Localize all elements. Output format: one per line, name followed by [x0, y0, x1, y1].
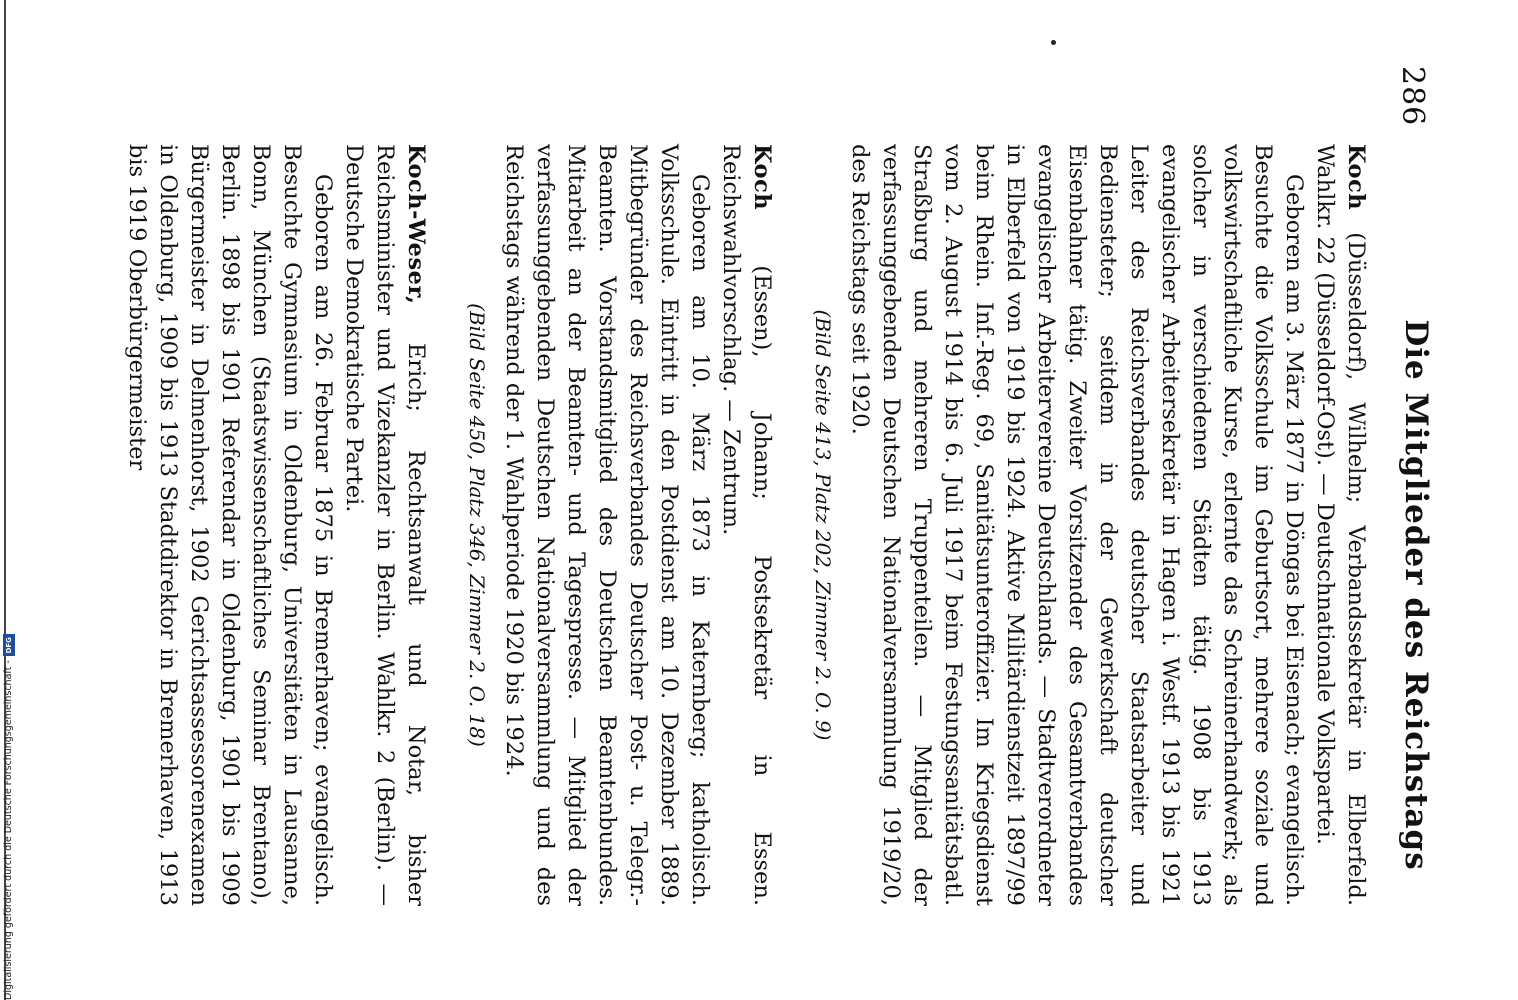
document-body [121, 144, 1371, 906]
member-biography: Geboren am 26. Februar 1875 in Bremerhaven; evangelisch. Besuchte Gymnasium in Oldenburg, Universitäten in Lausanne, Bonn, München (Staatswissenschaftliches Seminar Brentano), Berlin. 1898 bis 1901 Referendar in Oldenburg, 1901 bis 1909 Bürgermeister in Delmenhorst, 1902 Gerichtsassessorenexamen in Oldenburg, 1909 bis 1913 Stadtdirektor in Bremerhaven, 1913 bis 1919 Oberbürgermeister [124, 144, 336, 906]
member-name: Koch-Weser, [403, 144, 429, 305]
member-entry-koch-essen [461, 144, 777, 906]
dfg-logo: DFG [3, 634, 15, 656]
picture-reference: (Bild Seite 413, Platz 202, Zimmer 2. O. 9) [811, 309, 835, 741]
member-biography: Geboren am 10. März 1873 in Katernberg; katholisch. Volksschule. Eintritt in den Postdienst am 10. Dezember 1889. Mitbegründer des Reichsverbandes Deutscher Post- u. Telegr.-Beamten. Vorstandsmitglied des Deutschen Beamtenbundes. Mitarbeit an der Beamten- und Tagespresse. — Mitglied der verfassunggebenden Deutschen Nationalversammlung und des Reichstags während der 1. Wahlperiode 1920 bis 1924. [501, 144, 713, 906]
member-header-text: (Düsseldorf), Wilhelm; Verbandssekretär in Elberfeld. Wahlkr. 22 (Düsseldorf-Ost). — Deutschnationale Volkspartei. [1312, 144, 1369, 906]
member-biography: Geboren am 3. März 1877 in Döngas bei Eisenach; evangelisch. Besuchte die Volksschule im Geburtsort, mehrere soziale und volkswirtschaftliche Kurse, erlernte das Schreinerhandwerk; als solcher in verschiedenen Städten tätig. 1908 bis 1913 evangelischer Arbeitersekretär in Hagen i. Westf. 1913 bis 1921 Leiter des Reichsverbandes deutscher Staatsarbeiter und Bediensteter; seitdem in der Gewerkschaft deutscher Eisenbahner tätig. Zweiter Vorsitzender des Gesamtverbandes evangelischer Arbeitervereine Deutschlands. — Stadtverordneter in Elberfeld von 1919 bis 1924. Aktive Militärdienstzeit 1897/99 beim Rhein. Inf.-Reg. 69, Sanitätsunteroffizier. Im Kriegsdienst vom 2. August 1914 bis 6. Juli 1917 beim Festungssanitätsbatl. Straßburg und mehreren Truppenteilen. — Mitglied der verfassunggebenden Deutschen Nationalversammlung 1919/20, des Reichstags seit 1920. [847, 144, 1307, 906]
page-number: 286 [1395, 66, 1430, 127]
member-entry-koch-weser [121, 144, 431, 906]
entry-header [338, 144, 431, 906]
member-entry-koch-duesseldorf [807, 144, 1371, 906]
member-header-text: (Essen), Johann; Postsekretär in Essen. Reichswahlvorschlag. — Zentrum. [718, 144, 775, 906]
entry-header [715, 144, 777, 906]
member-header-text: Erich; Rechtsanwalt und Notar, bisher Reichsminister und Vizekanzler in Berlin. Wahlkr. 2 (Berlin). — Deutsche Demokratische Partei. [341, 144, 429, 906]
ink-dot [1051, 40, 1056, 45]
member-name: Koch [1343, 144, 1369, 211]
digitization-credit [2, 634, 16, 1000]
picture-reference: (Bild Seite 450, Platz 346, Zimmer 2. O. 18) [465, 303, 489, 747]
running-head: Die Mitglieder des Reichstags [1398, 319, 1434, 871]
member-name: Koch [749, 144, 775, 211]
entry-header [1309, 144, 1371, 906]
credit-text: Digitalisierung gefördert durch die Deutsche Forschungsgemeinschaft - [3, 660, 14, 1000]
